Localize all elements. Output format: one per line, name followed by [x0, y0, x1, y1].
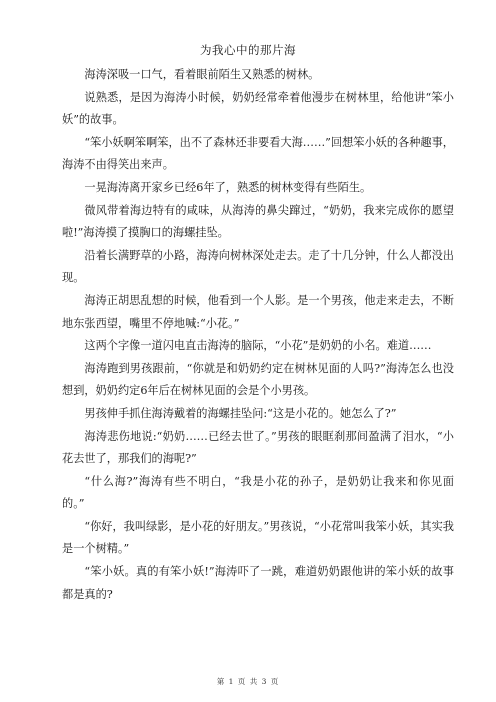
paragraph: “笨小妖。真的有笨小妖!”海涛吓了一跳，难道奶奶跟他讲的笨小妖的故事都是真的?	[62, 565, 454, 601]
paragraph: 说熟悉，是因为海涛小时候，奶奶经常牵着他漫步在树林里，给他讲“笨小妖”的故事。	[62, 90, 454, 127]
paragraph: 沿着长满野草的小路，海涛向树林深处走去。走了十几分钟，什么人都没出现。	[62, 248, 454, 285]
paragraph: 海涛深吸一口气，看着眼前陌生又熟悉的树林。	[84, 68, 320, 81]
paragraph: 海涛跑到男孩跟前，“你就是和奶奶约定在树林见面的人吗?”海涛怎么也没想到，奶奶约定6年后在树林见面的会是个小男孩。	[62, 361, 454, 398]
paragraph: “什么海?”海涛有些不明白，“我是小花的孙子，是奶奶让我来和你见面的。”	[62, 474, 454, 511]
paragraph: 男孩伸手抓住海涛戴着的海螺挂坠问:“这是小花的。她怎么了?”	[84, 406, 397, 420]
paragraph: 这两个字像一道闪电直击海涛的脑际，“小花”是奶奶的小名。难道……	[84, 339, 432, 353]
page-number-footer: 第 1 页 共 3 页	[216, 677, 280, 686]
paragraph: “笨小妖啊笨啊笨，出不了森林还非要看大海……”回想笨小妖的各种趣事，海涛不由得笑出来声。	[62, 135, 454, 172]
paragraph: 海涛悲伤地说:“奶奶……已经去世了。”男孩的眼眶刹那间盈满了泪水，“小花去世了，那我们的海呢?”	[62, 429, 454, 466]
paragraph: 海涛正胡思乱想的时候，他看到一个人影。是一个男孩，他走来走去，不断地东张西望，嘴里不停地喊:“小花。”	[62, 293, 454, 330]
paragraph: 微风带着海边特有的咸味，从海涛的鼻尖蹿过，“奶奶，我来完成你的愿望啦!”海涛摸了摸胸口的海螺挂坠。	[62, 203, 454, 240]
document-title: 为我心中的那片海	[200, 43, 296, 57]
paragraph: 一晃海涛离开家乡已经6年了，熟悉的树林变得有些陌生。	[84, 180, 372, 194]
paragraph: “你好，我叫绿影，是小花的好朋友。”男孩说，“小花常叫我笨小妖，其实我是一个树精。”	[62, 519, 454, 556]
document-body	[62, 64, 454, 606]
